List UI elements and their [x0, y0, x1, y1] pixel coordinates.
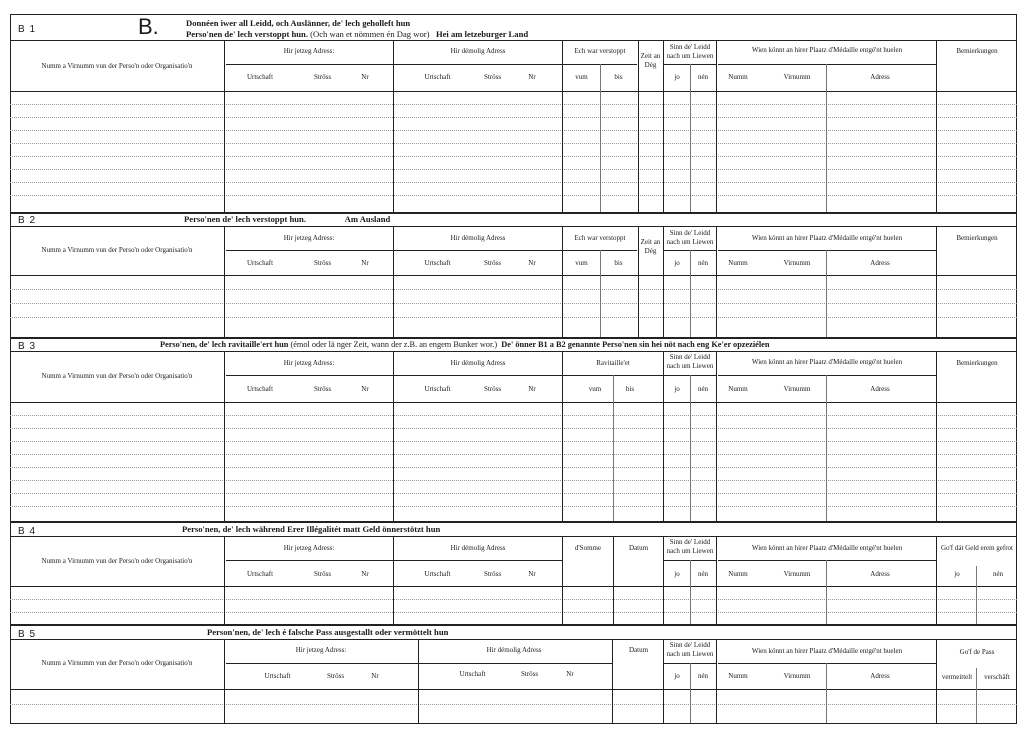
section-b1-top-line	[10, 40, 1017, 41]
nen-header: nén	[697, 570, 709, 578]
current-address-header: Hir jetzeg Adress:	[283, 47, 335, 55]
column-divider	[826, 560, 827, 624]
strass-header: Ströss	[313, 73, 332, 81]
virnumm-header: Virnumm	[783, 385, 811, 393]
divider	[718, 64, 936, 65]
column-divider	[826, 250, 827, 337]
row-line	[10, 467, 1017, 468]
intro-line-1: Donnéen iwer all Leidd, och Auslänner, de' lech geholleft hun	[186, 18, 411, 28]
numm-header: Numm	[728, 385, 748, 393]
vum-header: vum	[575, 73, 588, 81]
jo-header: jo	[954, 570, 960, 578]
strass-header: Ströss	[483, 259, 502, 267]
sinn-header: Sinn de' Leidd nach um Liewen	[666, 641, 714, 658]
ortschaft-header: Urtschaft	[424, 570, 451, 578]
column-divider	[936, 226, 937, 337]
strass-header: Ströss	[313, 385, 332, 393]
section-b2-title: Perso'nen de' lech verstoppt hun. Am Ausland	[184, 214, 391, 224]
nen-header: nén	[992, 570, 1004, 578]
row-line	[10, 506, 1017, 507]
nr-header: Nr	[528, 385, 536, 393]
medal-header: Wien könnt an hirer Plaatz d'Médaille entgé'nt huelen	[751, 358, 903, 366]
section-label-b4: B 4	[18, 526, 37, 537]
zeit-header: Zeit an Dég	[640, 238, 661, 255]
divider	[718, 375, 936, 376]
section-label-b2: B 2	[18, 215, 37, 226]
former-address-header: Hir démolig Adress	[450, 544, 506, 552]
nr-header: Nr	[528, 570, 536, 578]
nr-header: Nr	[361, 570, 369, 578]
divider	[10, 351, 1017, 352]
row-line	[10, 195, 1017, 196]
nen-header: nén	[697, 73, 709, 81]
section-b5-top-line	[10, 624, 1017, 626]
adress-header: Adress	[870, 570, 890, 578]
column-divider	[638, 226, 639, 337]
column-divider	[393, 226, 394, 337]
column-divider	[613, 375, 614, 521]
column-divider	[976, 566, 977, 624]
name-column-header: Numm a Virnumm vun der Perso'n oder Organisatio'n	[41, 246, 193, 254]
divider	[10, 275, 1017, 276]
row-line	[10, 143, 1017, 144]
verschaft-header: verschäft	[984, 673, 1010, 681]
divider	[10, 226, 1017, 227]
bis-header: bis	[625, 385, 635, 393]
vermeittelt-header: vermeittelt	[941, 673, 973, 681]
column-divider	[936, 40, 937, 212]
column-divider	[936, 351, 937, 521]
name-column-header: Numm a Virnumm vun der Perso'n oder Organisatio'n	[41, 372, 193, 380]
column-divider	[826, 663, 827, 723]
row-line	[10, 415, 1017, 416]
sinn-header: Sinn de' Leidd nach um Liewen	[666, 43, 714, 60]
column-divider	[393, 351, 394, 521]
column-divider	[562, 536, 563, 624]
nr-header: Nr	[361, 73, 369, 81]
hidden-header: Ech war verstoppt	[574, 234, 626, 242]
sinn-header: Sinn de' Leidd nach um Liewen	[666, 353, 714, 370]
row-line	[10, 182, 1017, 183]
column-divider	[826, 375, 827, 521]
vum-header: vum	[588, 385, 602, 393]
bis-header: bis	[614, 259, 623, 267]
form-frame	[10, 14, 1017, 724]
column-divider	[562, 40, 563, 212]
column-divider	[663, 226, 664, 337]
datum-header: Datum	[628, 544, 649, 552]
nr-header: Nr	[528, 259, 536, 267]
row-line	[10, 428, 1017, 429]
divider	[226, 250, 562, 251]
ortschaft-header: Urtschaft	[459, 670, 486, 678]
column-divider	[690, 560, 691, 624]
jo-header: jo	[674, 73, 680, 81]
divider	[10, 639, 1017, 640]
adress-header: Adress	[870, 385, 890, 393]
column-divider	[716, 226, 717, 337]
jo-header: jo	[674, 570, 680, 578]
form-letter: B.	[138, 14, 159, 39]
divider	[226, 663, 612, 664]
row-line	[10, 317, 1017, 318]
current-address-header: Hir jetzeg Adress:	[283, 544, 335, 552]
divider	[226, 64, 562, 65]
current-address-header: Hir jetzeg Adress:	[283, 359, 335, 367]
section-b5-title: Person'nen, de' lech é falsche Pass ausgestallt oder vermöttelt hun	[207, 627, 449, 637]
column-divider	[638, 40, 639, 212]
divider	[226, 375, 562, 376]
section-b2-top-line	[10, 212, 1017, 214]
strass-header: Ströss	[313, 570, 332, 578]
jo-header: jo	[674, 385, 680, 393]
column-divider	[690, 250, 691, 337]
nen-header: nén	[697, 385, 709, 393]
numm-header: Numm	[728, 570, 748, 578]
virnumm-header: Virnumm	[783, 73, 811, 81]
divider	[718, 250, 936, 251]
column-divider	[562, 351, 563, 521]
virnumm-header: Virnumm	[783, 672, 811, 680]
section-b4-title: Perso'nen, de' lech während Erer Illégalitét matt Geld önnerstötzt hun	[182, 524, 441, 534]
row-line	[10, 454, 1017, 455]
divider	[226, 560, 562, 561]
adress-header: Adress	[870, 259, 890, 267]
nen-header: nén	[697, 672, 709, 680]
column-divider	[936, 639, 937, 723]
nr-header: Nr	[361, 259, 369, 267]
ortschaft-header: Urtschaft	[424, 73, 451, 81]
row-line	[10, 303, 1017, 304]
bis-header: bis	[614, 73, 623, 81]
strass-header: Ströss	[326, 672, 345, 680]
column-divider	[936, 536, 937, 624]
divider	[10, 536, 1017, 537]
column-divider	[716, 351, 717, 521]
column-divider	[600, 64, 601, 212]
former-address-header: Hir démolig Adress	[450, 47, 506, 55]
nen-header: nén	[697, 259, 709, 267]
strass-header: Ströss	[483, 73, 502, 81]
column-divider	[562, 226, 563, 337]
ortschaft-header: Urtschaft	[424, 385, 451, 393]
column-divider	[690, 663, 691, 723]
column-divider	[716, 536, 717, 624]
name-column-header: Numm a Virnumm vun der Perso'n oder Organisatio'n	[41, 62, 193, 70]
remarks-header: Bemierkungen	[956, 47, 998, 55]
section-b4-top-line	[10, 521, 1017, 523]
numm-header: Numm	[728, 73, 748, 81]
ravitailleet-header: Ravitaille'et	[596, 359, 630, 367]
adress-header: Adress	[870, 672, 890, 680]
divider	[718, 560, 936, 561]
somme-header: d'Somme	[574, 544, 602, 552]
column-divider	[224, 351, 225, 521]
row-line	[10, 493, 1017, 494]
column-divider	[224, 226, 225, 337]
row-line	[10, 480, 1017, 481]
column-divider	[224, 639, 225, 723]
strass-header: Ströss	[483, 570, 502, 578]
zeit-header: Zeit an Dég	[640, 52, 661, 69]
nr-header: Nr	[528, 73, 536, 81]
former-address-header: Hir démolig Adress	[450, 234, 506, 242]
medal-header: Wien könnt an hirer Plaatz d'Médaille entgé'nt huelen	[751, 544, 903, 552]
section-label-b1: B 1	[18, 24, 37, 35]
sinn-header: Sinn de' Leidd nach um Liewen	[666, 538, 714, 555]
current-address-header: Hir jetzeg Adress:	[283, 234, 335, 242]
divider	[10, 586, 1017, 587]
column-divider	[690, 64, 691, 212]
medal-header: Wien könnt an hirer Plaatz d'Médaille entgé'nt huelen	[751, 46, 903, 54]
column-divider	[224, 40, 225, 212]
column-divider	[613, 536, 614, 624]
row-line	[10, 599, 1017, 600]
column-divider	[663, 40, 664, 212]
ortschaft-header: Urtschaft	[246, 570, 274, 578]
column-divider	[612, 639, 613, 723]
column-divider	[224, 536, 225, 624]
row-line	[10, 704, 1017, 705]
column-divider	[393, 40, 394, 212]
column-divider	[393, 536, 394, 624]
column-divider	[826, 64, 827, 212]
virnumm-header: Virnumm	[783, 259, 811, 267]
jo-header: jo	[674, 672, 680, 680]
row-line	[10, 441, 1017, 442]
header-bottom-line	[10, 91, 1017, 92]
strass-header: Ströss	[520, 670, 539, 678]
strass-header: Ströss	[313, 259, 332, 267]
divider	[10, 402, 1017, 403]
intro-line-2: Perso'nen de' lech verstoppt hun. (Och wan et nömmen én Dag wor) Hei am letzeburger Land	[186, 29, 529, 39]
sinn-header: Sinn de' Leidd nach um Liewen	[666, 229, 714, 246]
pass-header: Go'f de Pass	[959, 648, 995, 656]
virnumm-header: Virnumm	[783, 570, 811, 578]
medal-header: Wien könnt an hirer Plaatz d'Médaille entgé'nt huelen	[751, 647, 903, 655]
ortschaft-header: Urtschaft	[424, 259, 451, 267]
jo-header: jo	[674, 259, 680, 267]
section-b3-title: Perso'nen, de' lech ravitaille'ert hun (émol oder lä nger Zeit, wann der z.B. an engem Bunker wor.) De' önner B1 a B2 genannte Perso'nen sin hei nöt nach eng Ke'er opzeziélen	[160, 340, 770, 349]
nr-header: Nr	[361, 385, 369, 393]
section-b3-top-line	[10, 337, 1017, 339]
ortschaft-header: Urtschaft	[246, 259, 274, 267]
vum-header: vum	[575, 259, 588, 267]
former-address-header: Hir démolig Adress	[486, 646, 542, 654]
row-line	[10, 169, 1017, 170]
ortschaft-header: Urtschaft	[246, 385, 274, 393]
remarks-header: Bemierkungen	[956, 359, 998, 367]
hidden-header: Ech war verstoppt	[574, 47, 626, 55]
column-divider	[663, 351, 664, 521]
adress-header: Adress	[870, 73, 890, 81]
column-divider	[663, 536, 664, 624]
former-address-header: Hir démolig Adress	[450, 359, 506, 367]
name-column-header: Numm a Virnumm vun der Perso'n oder Organisatio'n	[41, 659, 193, 667]
datum-header: Datum	[628, 646, 649, 654]
medal-header: Wien könnt an hirer Plaatz d'Médaille entgé'nt huelen	[751, 234, 903, 242]
row-line	[10, 104, 1017, 105]
ortschaft-header: Urtschaft	[246, 73, 274, 81]
row-line	[10, 130, 1017, 131]
strass-header: Ströss	[483, 385, 502, 393]
column-divider	[716, 40, 717, 212]
column-divider	[418, 639, 419, 723]
remarks-header: Bemierkungen	[956, 234, 998, 242]
column-divider	[716, 639, 717, 723]
nr-header: Nr	[371, 672, 379, 680]
nr-header: Nr	[566, 670, 574, 678]
geld-zurueck-header: Go'f dát Geld erem gefrot	[940, 544, 1013, 552]
section-label-b5: B 5	[18, 629, 37, 640]
numm-header: Numm	[728, 259, 748, 267]
section-label-b3: B 3	[18, 341, 37, 352]
divider	[718, 663, 936, 664]
divider	[10, 689, 1017, 690]
row-line	[10, 612, 1017, 613]
row-line	[10, 117, 1017, 118]
row-line	[10, 289, 1017, 290]
current-address-header: Hir jetzeg Adress:	[295, 646, 347, 654]
numm-header: Numm	[728, 672, 748, 680]
column-divider	[600, 250, 601, 337]
column-divider	[663, 639, 664, 723]
row-line	[10, 156, 1017, 157]
name-column-header: Numm a Virnumm vun der Perso'n oder Organisatio'n	[41, 557, 193, 565]
column-divider	[690, 375, 691, 521]
ortschaft-header: Urtschaft	[264, 672, 291, 680]
column-divider	[976, 668, 977, 723]
